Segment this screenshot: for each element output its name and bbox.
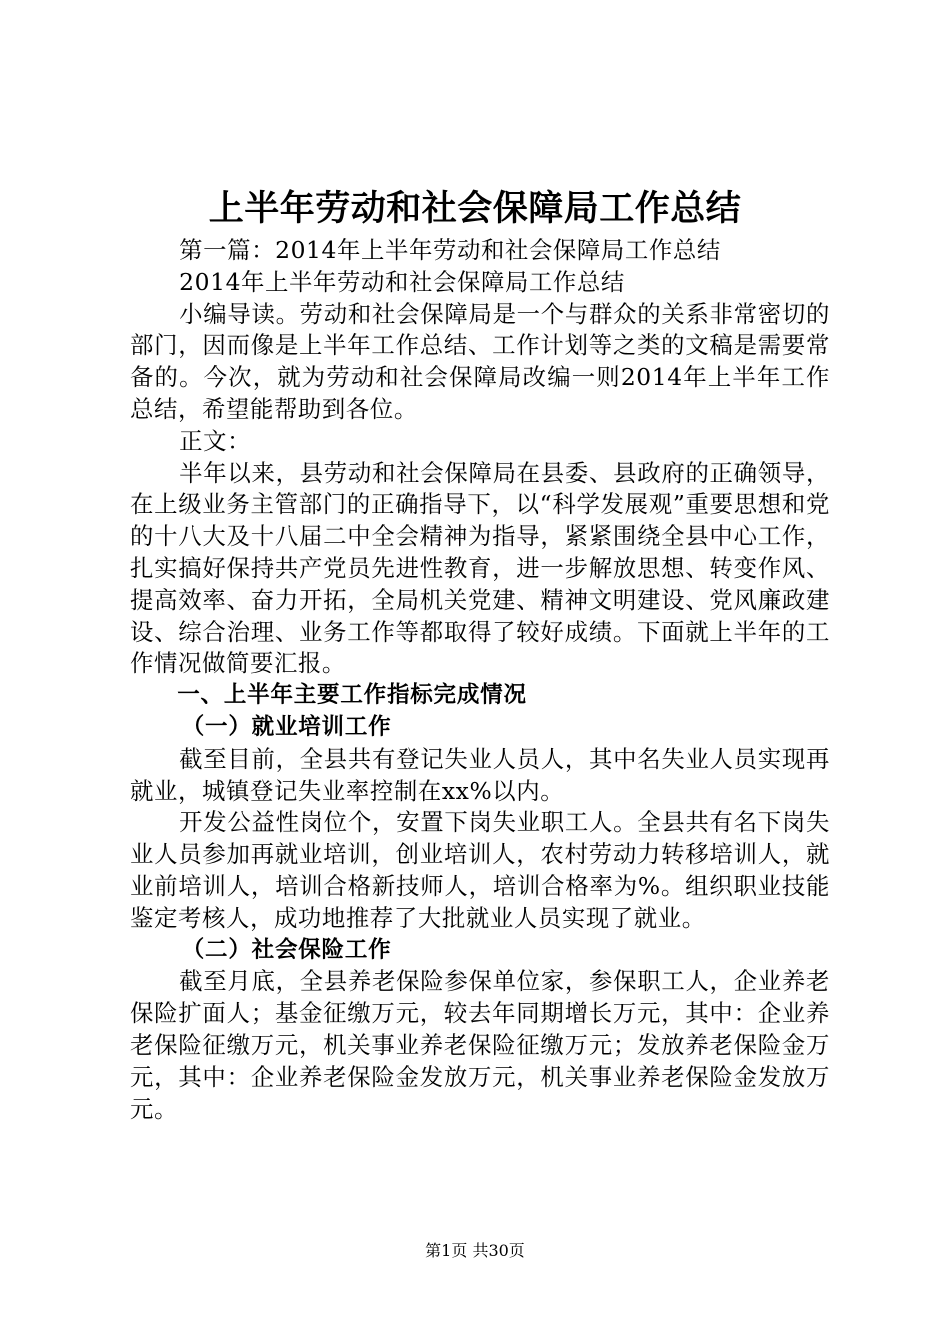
page-number-footer: 第1页 共30页: [425, 1241, 525, 1260]
employment-paragraph-1: 截至目前，全县共有登记失业人员人，其中名失业人员实现再就业，城镇登记失业率控制在xx%以内。: [130, 744, 830, 805]
subtitle: 2014年上半年劳动和社会保障局工作总结: [179, 267, 625, 296]
intro-paragraph: 小编导读。劳动和社会保障局是一个与群众的关系非常密切的部门，因而像是上半年工作总结、工作计划等之类的文稿是需要常备的。今次，就为劳动和社会保障局改编一则2014年上半年工作总结，希望能帮助到各位。: [130, 299, 830, 423]
employment-paragraph-2: 开发公益性岗位个，安置下岗失业职工人。全县共有名下岗失业人员参加再就业培训，创业培训人，农村劳动力转移培训人，就业前培训人，培训合格新技师人，培训合格率为%。组织职业技能鉴定考核人，成功地推荐了大批就业人员实现了就业。: [130, 808, 830, 932]
overview-paragraph: 半年以来，县劳动和社会保障局在县委、县政府的正确领导，在上级业务主管部门的正确指导下，以“科学发展观”重要思想和党的十八大及十八届二中全会精神为指导，紧紧围绕全县中心工作，扎实搞好保持共产党员先进性教育，进一步解放思想、转变作风、提高效率、奋力开拓，全局机关党建、精神文明建设、党风廉政建设、综合治理、业务工作等都取得了较好成绩。下面就上半年的工作情况做简要汇报。: [130, 458, 830, 678]
subsection-heading-employment: （一）就业培训工作: [181, 713, 392, 740]
chapter-heading: 第一篇：2014年上半年劳动和社会保障局工作总结: [179, 236, 721, 264]
subsection-heading-insurance: （二）社会保险工作: [181, 936, 392, 963]
insurance-paragraph: 截至月底，全县养老保险参保单位家，参保职工人，企业养老保险扩面人；基金征缴万元，较去年同期增长万元，其中：企业养老保险征缴万元，机关事业养老保险征缴万元；发放养老保险金万元，其中：企业养老保险金发放万元，机关事业养老保险金发放万元。: [130, 967, 830, 1123]
main-text-label: 正文：: [179, 426, 252, 455]
section-heading: 一、上半年主要工作指标完成情况: [177, 682, 527, 709]
document-title: 上半年劳动和社会保障局工作总结: [208, 189, 742, 229]
document-body: [130, 235, 830, 1125]
